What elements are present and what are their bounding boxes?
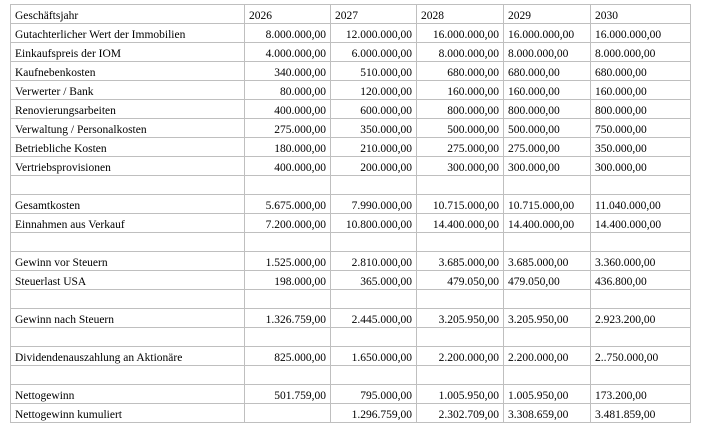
value-cell[interactable]: 8.000.000,00 bbox=[245, 24, 331, 43]
table-row bbox=[11, 309, 691, 328]
value-cell[interactable]: 2.200.000,00 bbox=[504, 347, 591, 366]
value-cell[interactable]: 750.000,00 bbox=[591, 119, 691, 138]
value-cell[interactable]: 8.000.000,00 bbox=[417, 43, 504, 62]
value-cell[interactable]: 350.000,00 bbox=[591, 138, 691, 157]
value-cell[interactable]: 7.200.000,00 bbox=[245, 214, 331, 233]
row-label-cell[interactable]: Gesamtkosten bbox=[11, 195, 245, 214]
value-cell[interactable]: 500.000,00 bbox=[417, 119, 504, 138]
value-cell[interactable]: 180.000,00 bbox=[245, 138, 331, 157]
row-label-cell[interactable]: Renovierungsarbeiten bbox=[11, 100, 245, 119]
value-cell[interactable]: 3.308.659,00 bbox=[504, 404, 591, 423]
value-cell[interactable] bbox=[245, 233, 331, 252]
header-row bbox=[11, 5, 691, 24]
table-row bbox=[11, 385, 691, 404]
row-label-cell[interactable]: Dividendenauszahlung an Aktionäre bbox=[11, 347, 245, 366]
value-cell[interactable]: 2.923.200,00 bbox=[591, 309, 691, 328]
value-cell[interactable] bbox=[504, 233, 591, 252]
value-cell[interactable]: 120.000,00 bbox=[331, 81, 417, 100]
value-cell[interactable] bbox=[591, 290, 691, 309]
header-cell-year[interactable]: 2027 bbox=[331, 5, 417, 24]
value-cell[interactable]: 16.000.000,00 bbox=[417, 24, 504, 43]
value-cell[interactable]: 1.296.759,00 bbox=[331, 404, 417, 423]
row-label-cell[interactable] bbox=[11, 290, 245, 309]
value-cell[interactable]: 400.000,00 bbox=[245, 100, 331, 119]
value-cell[interactable]: 436.800,00 bbox=[591, 271, 691, 290]
value-cell[interactable]: 3.481.859,00 bbox=[591, 404, 691, 423]
value-cell[interactable] bbox=[331, 176, 417, 195]
value-cell[interactable] bbox=[245, 404, 331, 423]
value-cell[interactable]: 275.000,00 bbox=[417, 138, 504, 157]
row-label-cell[interactable]: Einkaufspreis der IOM bbox=[11, 43, 245, 62]
value-cell[interactable]: 800.000,00 bbox=[591, 100, 691, 119]
value-cell[interactable]: 14.400.000,00 bbox=[504, 214, 591, 233]
value-cell[interactable]: 8.000.000,00 bbox=[504, 43, 591, 62]
value-cell[interactable] bbox=[417, 233, 504, 252]
table-row bbox=[11, 81, 691, 100]
table-row bbox=[11, 195, 691, 214]
table-row bbox=[11, 347, 691, 366]
value-cell[interactable]: 6.000.000,00 bbox=[331, 43, 417, 62]
value-cell[interactable]: 160.000,00 bbox=[504, 81, 591, 100]
value-cell[interactable] bbox=[417, 176, 504, 195]
row-label-cell[interactable]: Gewinn vor Steuern bbox=[11, 252, 245, 271]
header-cell-label[interactable]: Geschäftsjahr bbox=[11, 5, 245, 24]
value-cell[interactable] bbox=[504, 176, 591, 195]
table-row bbox=[11, 290, 691, 309]
value-cell[interactable] bbox=[331, 233, 417, 252]
table-row bbox=[11, 100, 691, 119]
value-cell[interactable] bbox=[591, 328, 691, 347]
table-row bbox=[11, 328, 691, 347]
value-cell[interactable]: 510.000,00 bbox=[331, 62, 417, 81]
value-cell[interactable]: 300.000,00 bbox=[417, 157, 504, 176]
table-row bbox=[11, 233, 691, 252]
row-label-cell[interactable]: Einnahmen aus Verkauf bbox=[11, 214, 245, 233]
value-cell[interactable]: 3.360.000,00 bbox=[591, 252, 691, 271]
value-cell[interactable] bbox=[245, 366, 331, 385]
row-label-cell[interactable]: Gewinn nach Steuern bbox=[11, 309, 245, 328]
row-label-cell[interactable]: Nettogewinn bbox=[11, 385, 245, 404]
value-cell[interactable]: 275.000,00 bbox=[504, 138, 591, 157]
value-cell[interactable]: 479.050,00 bbox=[504, 271, 591, 290]
value-cell[interactable]: 80.000,00 bbox=[245, 81, 331, 100]
table-row bbox=[11, 157, 691, 176]
value-cell[interactable]: 501.759,00 bbox=[245, 385, 331, 404]
header-cell-year[interactable]: 2030 bbox=[591, 5, 691, 24]
value-cell[interactable]: 1.326.759,00 bbox=[245, 309, 331, 328]
row-label-cell[interactable]: Betriebliche Kosten bbox=[11, 138, 245, 157]
value-cell[interactable]: 14.400.000,00 bbox=[591, 214, 691, 233]
value-cell[interactable]: 275.000,00 bbox=[245, 119, 331, 138]
value-cell[interactable]: 210.000,00 bbox=[331, 138, 417, 157]
value-cell[interactable]: 10.715.000,00 bbox=[417, 195, 504, 214]
value-cell[interactable]: 400.000,00 bbox=[245, 157, 331, 176]
value-cell[interactable] bbox=[417, 328, 504, 347]
value-cell[interactable]: 2.810.000,00 bbox=[331, 252, 417, 271]
value-cell[interactable]: 600.000,00 bbox=[331, 100, 417, 119]
header-cell-year[interactable]: 2026 bbox=[245, 5, 331, 24]
value-cell[interactable]: 5.675.000,00 bbox=[245, 195, 331, 214]
row-label-cell[interactable]: Gutachterlicher Wert der Immobilien bbox=[11, 24, 245, 43]
row-label-cell[interactable]: Kaufnebenkosten bbox=[11, 62, 245, 81]
value-cell[interactable]: 2.200.000,00 bbox=[417, 347, 504, 366]
row-label-cell[interactable]: Vertriebsprovisionen bbox=[11, 157, 245, 176]
value-cell[interactable]: 795.000,00 bbox=[331, 385, 417, 404]
value-cell[interactable]: 825.000,00 bbox=[245, 347, 331, 366]
table-row bbox=[11, 119, 691, 138]
table-row bbox=[11, 24, 691, 43]
table-row bbox=[11, 252, 691, 271]
value-cell[interactable] bbox=[331, 328, 417, 347]
value-cell[interactable]: 479.050,00 bbox=[417, 271, 504, 290]
value-cell[interactable] bbox=[504, 366, 591, 385]
value-cell[interactable]: 3.685.000,00 bbox=[417, 252, 504, 271]
value-cell[interactable]: 2.302.709,00 bbox=[417, 404, 504, 423]
value-cell[interactable]: 1.525.000,00 bbox=[245, 252, 331, 271]
value-cell[interactable]: 14.400.000,00 bbox=[417, 214, 504, 233]
value-cell[interactable]: 3.205.950,00 bbox=[504, 309, 591, 328]
value-cell[interactable]: 365.000,00 bbox=[331, 271, 417, 290]
value-cell[interactable]: 160.000,00 bbox=[591, 81, 691, 100]
row-label-cell[interactable]: Nettogewinn kumuliert bbox=[11, 404, 245, 423]
value-cell[interactable] bbox=[591, 366, 691, 385]
table-row bbox=[11, 214, 691, 233]
value-cell[interactable]: 680.000,00 bbox=[504, 62, 591, 81]
value-cell[interactable]: 1.650.000,00 bbox=[331, 347, 417, 366]
value-cell[interactable]: 800.000,00 bbox=[504, 100, 591, 119]
value-cell[interactable]: 10.715.000,00 bbox=[504, 195, 591, 214]
value-cell[interactable]: 16.000.000,00 bbox=[591, 24, 691, 43]
value-cell[interactable]: 200.000,00 bbox=[331, 157, 417, 176]
table-body bbox=[11, 5, 691, 423]
value-cell[interactable]: 800.000,00 bbox=[417, 100, 504, 119]
value-cell[interactable]: 173.200,00 bbox=[591, 385, 691, 404]
value-cell[interactable]: 300.000,00 bbox=[504, 157, 591, 176]
value-cell[interactable]: 680.000,00 bbox=[417, 62, 504, 81]
table-row bbox=[11, 366, 691, 385]
value-cell[interactable]: 500.000,00 bbox=[504, 119, 591, 138]
row-label-cell[interactable]: Verwerter / Bank bbox=[11, 81, 245, 100]
value-cell[interactable]: 680.000,00 bbox=[591, 62, 691, 81]
value-cell[interactable] bbox=[245, 328, 331, 347]
header-cell-year[interactable]: 2028 bbox=[417, 5, 504, 24]
table-row bbox=[11, 62, 691, 81]
value-cell[interactable]: 160.000,00 bbox=[417, 81, 504, 100]
value-cell[interactable]: 16.000.000,00 bbox=[504, 24, 591, 43]
value-cell[interactable] bbox=[331, 290, 417, 309]
row-label-cell[interactable] bbox=[11, 233, 245, 252]
value-cell[interactable]: 8.000.000,00 bbox=[591, 43, 691, 62]
value-cell[interactable]: 4.000.000,00 bbox=[245, 43, 331, 62]
value-cell[interactable]: 340.000,00 bbox=[245, 62, 331, 81]
value-cell[interactable] bbox=[245, 176, 331, 195]
value-cell[interactable]: 2..750.000,00 bbox=[591, 347, 691, 366]
value-cell[interactable]: 1.005.950,00 bbox=[504, 385, 591, 404]
value-cell[interactable]: 12.000.000,00 bbox=[331, 24, 417, 43]
value-cell[interactable]: 3.205.950,00 bbox=[417, 309, 504, 328]
table-row bbox=[11, 138, 691, 157]
table-row bbox=[11, 271, 691, 290]
value-cell[interactable]: 300.000,00 bbox=[591, 157, 691, 176]
value-cell[interactable] bbox=[245, 290, 331, 309]
value-cell[interactable] bbox=[504, 290, 591, 309]
header-cell-year[interactable]: 2029 bbox=[504, 5, 591, 24]
row-label-cell[interactable]: Verwaltung / Personalkosten bbox=[11, 119, 245, 138]
value-cell[interactable]: 1.005.950,00 bbox=[417, 385, 504, 404]
financial-projection-table bbox=[10, 4, 691, 423]
value-cell[interactable]: 2.445.000,00 bbox=[331, 309, 417, 328]
value-cell[interactable]: 11.040.000,00 bbox=[591, 195, 691, 214]
value-cell[interactable] bbox=[417, 366, 504, 385]
row-label-cell[interactable] bbox=[11, 366, 245, 385]
row-label-cell[interactable] bbox=[11, 328, 245, 347]
value-cell[interactable]: 350.000,00 bbox=[331, 119, 417, 138]
value-cell[interactable] bbox=[591, 233, 691, 252]
row-label-cell[interactable]: Steuerlast USA bbox=[11, 271, 245, 290]
value-cell[interactable] bbox=[417, 290, 504, 309]
row-label-cell[interactable] bbox=[11, 176, 245, 195]
value-cell[interactable] bbox=[504, 328, 591, 347]
table-row bbox=[11, 404, 691, 423]
table-row bbox=[11, 43, 691, 62]
table-row bbox=[11, 176, 691, 195]
value-cell[interactable]: 7.990.000,00 bbox=[331, 195, 417, 214]
value-cell[interactable] bbox=[331, 366, 417, 385]
value-cell[interactable]: 3.685.000,00 bbox=[504, 252, 591, 271]
value-cell[interactable]: 10.800.000,00 bbox=[331, 214, 417, 233]
value-cell[interactable] bbox=[591, 176, 691, 195]
value-cell[interactable]: 198.000,00 bbox=[245, 271, 331, 290]
